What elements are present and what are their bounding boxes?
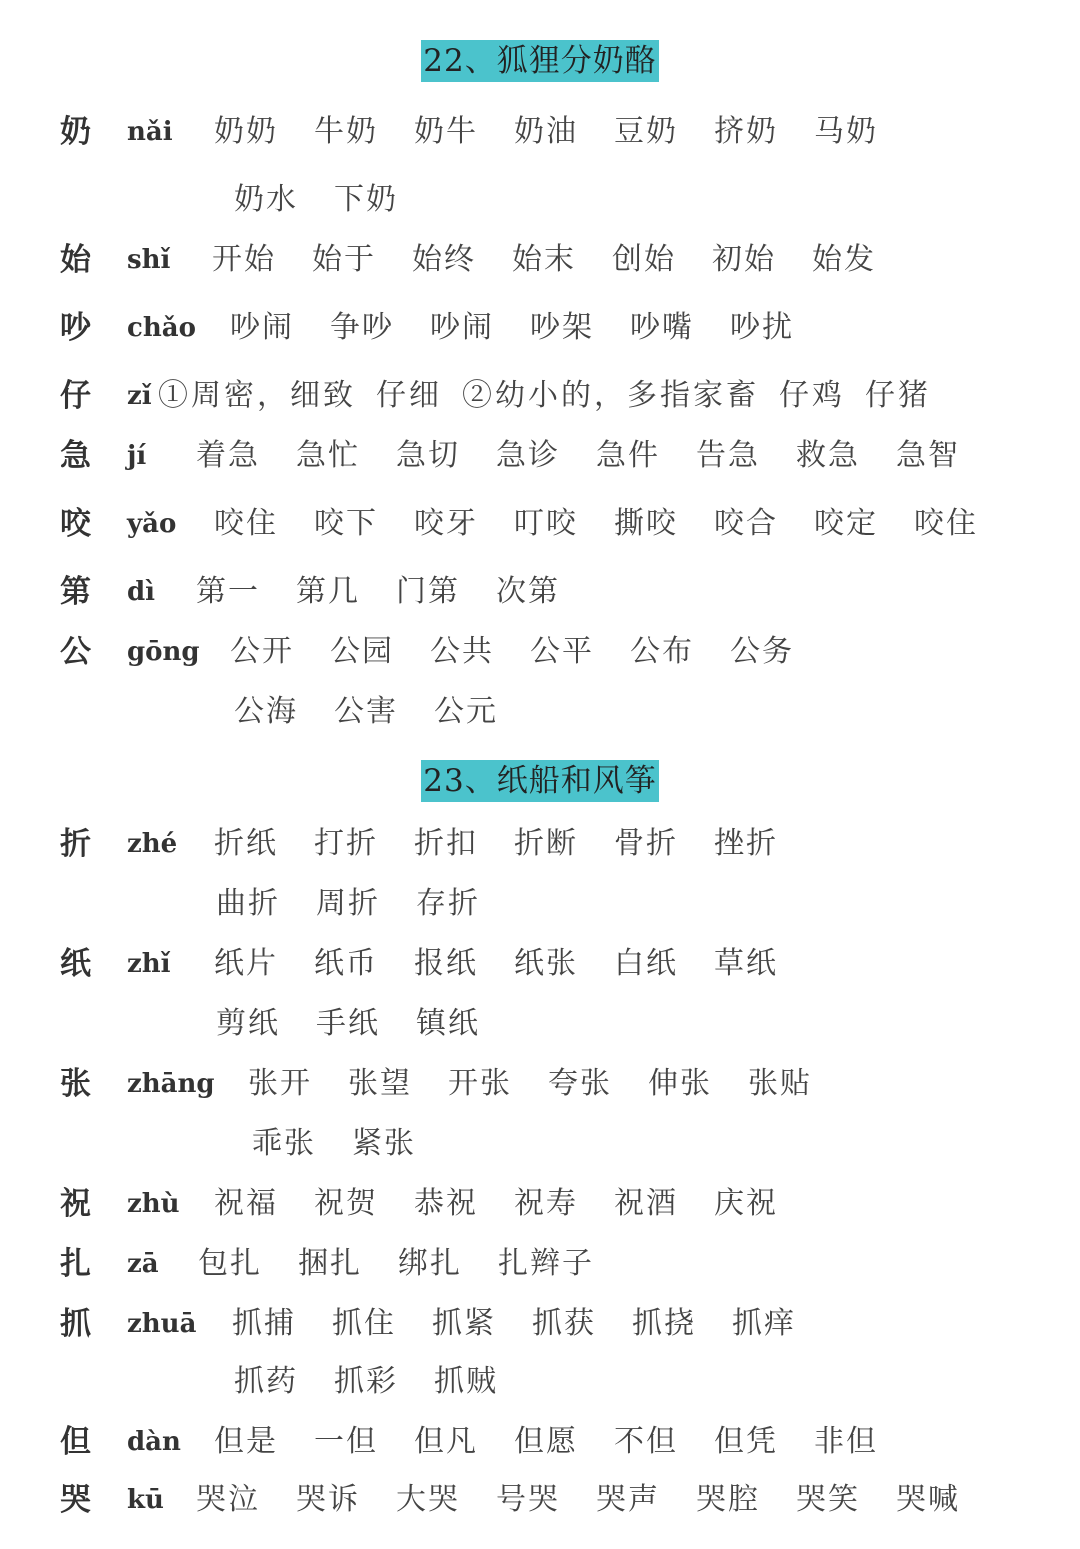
entry-pinyin: zā [127, 1249, 159, 1279]
entry-row [0, 304, 1080, 352]
word: 存折 [416, 886, 480, 921]
entry-character: 仔 [60, 378, 91, 414]
word: 骨折 [614, 826, 678, 861]
word: 哭喊 [896, 1482, 960, 1517]
word: 扎辫子 [498, 1246, 594, 1281]
word: 紧张 [352, 1126, 416, 1161]
word-line [216, 1000, 480, 1048]
word-line [214, 820, 778, 868]
entry-continuation-row [0, 880, 1080, 928]
word: 祝寿 [514, 1186, 578, 1221]
word-line [196, 432, 960, 480]
word: 哭诉 [296, 1482, 360, 1517]
word: 草纸 [714, 946, 778, 981]
word: 公开 [230, 634, 294, 669]
word: 咬住 [214, 506, 278, 541]
word: 豆奶 [614, 114, 678, 149]
word: 张望 [348, 1066, 412, 1101]
entry-row [0, 628, 1080, 676]
word: 仔细 [376, 378, 442, 413]
word: 奶水 [234, 182, 298, 217]
word: 第一 [196, 574, 260, 609]
word: 不但 [614, 1424, 678, 1459]
section-title-text: 23、纸船和风筝 [421, 760, 658, 802]
word: 大哭 [396, 1482, 460, 1517]
word-line [214, 940, 778, 988]
word-line [248, 1060, 812, 1108]
entry-pinyin: zhǐ [127, 949, 171, 979]
word-line [234, 1358, 498, 1406]
word-line [232, 1300, 796, 1348]
word: 吵闹 [430, 310, 494, 345]
definition: ①周密，细致 [158, 378, 356, 413]
entry-row [0, 1476, 1080, 1524]
word: 纸片 [214, 946, 278, 981]
word: 公海 [234, 694, 298, 729]
entry-continuation-row [0, 1120, 1080, 1168]
entry-character: 扎 [60, 1246, 91, 1282]
entry-character: 哭 [60, 1482, 91, 1518]
entry-character: 第 [60, 574, 91, 610]
word: 非但 [814, 1424, 878, 1459]
entry-row [0, 1060, 1080, 1108]
entry-row [0, 108, 1080, 156]
entry-row [0, 372, 1080, 420]
word: 白纸 [614, 946, 678, 981]
word: 抓获 [532, 1306, 596, 1341]
entry-continuation-row [0, 1000, 1080, 1048]
entry-pinyin: zhù [127, 1189, 180, 1219]
word: 仔猪 [865, 378, 931, 413]
word: 哭泣 [196, 1482, 260, 1517]
entry-row [0, 1418, 1080, 1466]
word: 公园 [330, 634, 394, 669]
entry-pinyin: dì [127, 577, 156, 607]
word: 抓捕 [232, 1306, 296, 1341]
entry-character: 始 [60, 242, 91, 278]
word-line [198, 1240, 594, 1288]
word: 折断 [514, 826, 578, 861]
word: 初始 [712, 242, 776, 277]
word: 但凡 [414, 1424, 478, 1459]
word: 但是 [214, 1424, 278, 1459]
word: 急件 [596, 438, 660, 473]
entry-pinyin: jí [127, 441, 147, 471]
word-line [230, 304, 794, 352]
word: 伸张 [648, 1066, 712, 1101]
word: 下奶 [334, 182, 398, 217]
word: 恭祝 [414, 1186, 478, 1221]
word: 祝酒 [614, 1186, 678, 1221]
entry-pinyin: shǐ [127, 245, 171, 275]
word-line [214, 1418, 878, 1466]
word: 但愿 [514, 1424, 578, 1459]
word: 开张 [448, 1066, 512, 1101]
word: 绑扎 [398, 1246, 462, 1281]
word: 镇纸 [416, 1006, 480, 1041]
word: 庆祝 [714, 1186, 778, 1221]
word: 救急 [796, 438, 860, 473]
entry-row [0, 1180, 1080, 1228]
entry-pinyin: zhé [127, 829, 178, 859]
word: 吵扰 [730, 310, 794, 345]
entry-row [0, 500, 1080, 548]
word-line [234, 176, 398, 224]
word: 但凭 [714, 1424, 778, 1459]
entry-pinyin: dàn [127, 1427, 181, 1457]
word: 始发 [812, 242, 876, 277]
word: 乖张 [252, 1126, 316, 1161]
word: 祝福 [214, 1186, 278, 1221]
word: 哭声 [596, 1482, 660, 1517]
word: 公务 [730, 634, 794, 669]
entry-pinyin: kū [127, 1485, 164, 1515]
entry-character: 急 [60, 438, 91, 474]
word: 始末 [512, 242, 576, 277]
word: 着急 [196, 438, 260, 473]
word: 祝贺 [314, 1186, 378, 1221]
section-title-text: 22、狐狸分奶酪 [421, 40, 658, 82]
word: 手纸 [316, 1006, 380, 1041]
word: 抓痒 [732, 1306, 796, 1341]
word: 急忙 [296, 438, 360, 473]
word-line [214, 500, 978, 548]
section-title [0, 40, 1080, 82]
entry-row [0, 432, 1080, 480]
entry-continuation-row [0, 1358, 1080, 1406]
word: 抓住 [332, 1306, 396, 1341]
entry-character: 公 [60, 634, 91, 670]
word-line [252, 1120, 416, 1168]
entry-pinyin: zǐ [127, 381, 152, 411]
entry-pinyin: zhāng [127, 1069, 215, 1099]
word-line [158, 372, 931, 420]
entry-character: 抓 [60, 1306, 91, 1342]
word: 号哭 [496, 1482, 560, 1517]
word: 咬牙 [414, 506, 478, 541]
word: 撕咬 [614, 506, 678, 541]
entry-character: 纸 [60, 946, 91, 982]
entry-pinyin: gōng [127, 637, 200, 667]
word: 奶牛 [414, 114, 478, 149]
word: 剪纸 [216, 1006, 280, 1041]
word: 折扣 [414, 826, 478, 861]
entry-character: 吵 [60, 310, 91, 346]
word: 急切 [396, 438, 460, 473]
entry-row [0, 940, 1080, 988]
entry-row [0, 820, 1080, 868]
word: 告急 [696, 438, 760, 473]
entry-character: 折 [60, 826, 91, 862]
word: 公元 [434, 694, 498, 729]
word: 咬合 [714, 506, 778, 541]
word: 夸张 [548, 1066, 612, 1101]
section-title [0, 760, 1080, 802]
word: 第几 [296, 574, 360, 609]
entry-pinyin: zhuā [127, 1309, 197, 1339]
entry-character: 但 [60, 1424, 91, 1460]
word: 马奶 [814, 114, 878, 149]
word: 折纸 [214, 826, 278, 861]
word: 公害 [334, 694, 398, 729]
word: 咬定 [814, 506, 878, 541]
entry-continuation-row [0, 688, 1080, 736]
word: 咬下 [314, 506, 378, 541]
word: 张开 [248, 1066, 312, 1101]
word: 张贴 [748, 1066, 812, 1101]
word: 奶奶 [214, 114, 278, 149]
word: 仔鸡 [779, 378, 845, 413]
word: 抓彩 [334, 1364, 398, 1399]
word: 公共 [430, 634, 494, 669]
word: 争吵 [330, 310, 394, 345]
word: 咬住 [914, 506, 978, 541]
entry-character: 张 [60, 1066, 91, 1102]
word: 挫折 [714, 826, 778, 861]
word: 创始 [612, 242, 676, 277]
word: 始终 [412, 242, 476, 277]
word: 抓贼 [434, 1364, 498, 1399]
word: 抓药 [234, 1364, 298, 1399]
word: 报纸 [414, 946, 478, 981]
word-line [214, 108, 878, 156]
word: 牛奶 [314, 114, 378, 149]
entry-character: 咬 [60, 506, 91, 542]
word: 吵架 [530, 310, 594, 345]
word: 包扎 [198, 1246, 262, 1281]
word: 公平 [530, 634, 594, 669]
word: 吵嘴 [630, 310, 694, 345]
word: 纸张 [514, 946, 578, 981]
word: 哭笑 [796, 1482, 860, 1517]
word: 叮咬 [514, 506, 578, 541]
word: 哭腔 [696, 1482, 760, 1517]
word-line [214, 1180, 778, 1228]
word: 纸币 [314, 946, 378, 981]
entry-row [0, 236, 1080, 284]
word-line [196, 568, 560, 616]
entry-character: 祝 [60, 1186, 91, 1222]
word: 一但 [314, 1424, 378, 1459]
entry-continuation-row [0, 176, 1080, 224]
entry-row [0, 1300, 1080, 1348]
word: 始于 [312, 242, 376, 277]
word: 周折 [316, 886, 380, 921]
word-line [196, 1476, 960, 1524]
word: 打折 [314, 826, 378, 861]
word: 曲折 [216, 886, 280, 921]
word: 急诊 [496, 438, 560, 473]
word-line [216, 880, 480, 928]
entry-pinyin: nǎi [127, 117, 173, 147]
word: 门第 [396, 574, 460, 609]
definition: ②幼小的，多指家畜 [462, 378, 759, 413]
word: 公布 [630, 634, 694, 669]
word-line [212, 236, 876, 284]
word: 抓挠 [632, 1306, 696, 1341]
word-line [230, 628, 794, 676]
entry-row [0, 568, 1080, 616]
word: 急智 [896, 438, 960, 473]
word: 奶油 [514, 114, 578, 149]
word: 吵闹 [230, 310, 294, 345]
word: 抓紧 [432, 1306, 496, 1341]
entry-row [0, 1240, 1080, 1288]
entry-pinyin: chǎo [127, 313, 196, 343]
word: 开始 [212, 242, 276, 277]
word: 捆扎 [298, 1246, 362, 1281]
entry-pinyin: yǎo [127, 509, 177, 539]
entry-character: 奶 [60, 114, 91, 150]
word-line [234, 688, 498, 736]
word: 挤奶 [714, 114, 778, 149]
word: 次第 [496, 574, 560, 609]
